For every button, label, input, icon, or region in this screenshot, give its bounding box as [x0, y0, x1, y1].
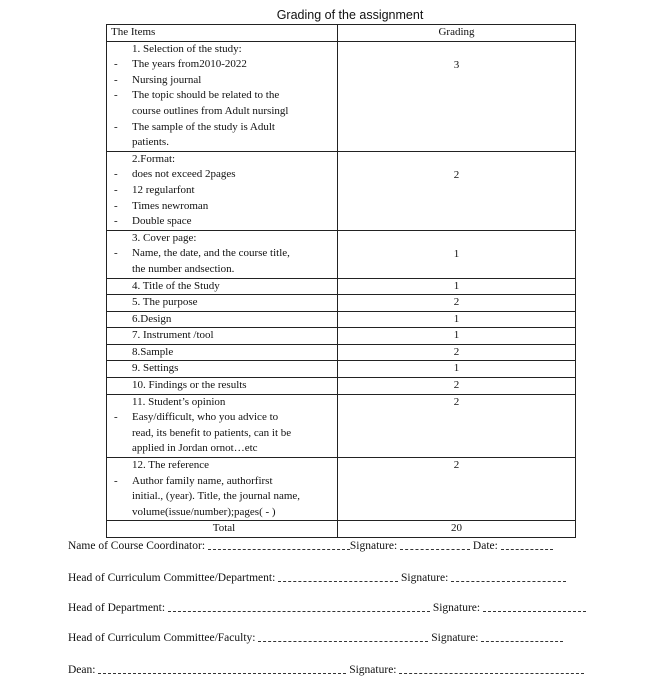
table-row [107, 295, 576, 312]
item-bullet: - Author family name, authorfirst [111, 474, 337, 490]
total-grade: 20 [338, 521, 576, 538]
curriculum-department-label: Head of Curriculum Committee/Department: [68, 572, 276, 584]
curriculum-faculty-label: Head of Curriculum Committee/Faculty: [68, 632, 256, 644]
item-bullet: - The sample of the study is Adult [111, 120, 337, 136]
item-cell [107, 295, 338, 312]
item-bullet: - Times newroman [111, 199, 337, 215]
total-row [107, 521, 576, 538]
item-cell [107, 378, 338, 395]
item-continuation: course outlines from Adult nursingl [132, 104, 289, 117]
table-row [107, 278, 576, 295]
coordinator-label: Name of Course Coordinator: [68, 540, 206, 552]
head-department-name-line[interactable] [168, 605, 430, 612]
item-title: 2.Format: [132, 152, 176, 165]
dean-signature-label: Signature: [349, 664, 397, 676]
item-bullet: - Easy/difficult, who you advice to [111, 410, 337, 426]
table-row [107, 458, 576, 521]
grade-cell: 2 [338, 151, 576, 230]
item-title: 9. Settings [132, 362, 179, 375]
item-cell [107, 458, 338, 521]
item-title: 8.Sample [132, 345, 174, 358]
grade-cell: 1 [338, 311, 576, 328]
item-title: 5. The purpose [132, 296, 198, 309]
item-cell [107, 151, 338, 230]
item-cell [107, 41, 338, 151]
curriculum-faculty-signature-line[interactable] [481, 635, 563, 642]
curriculum-faculty-row [68, 632, 563, 644]
head-department-row [68, 602, 586, 614]
dean-label: Dean: [68, 664, 96, 676]
table-row [107, 394, 576, 457]
grading-table [106, 24, 576, 538]
curriculum-department-signature-line[interactable] [451, 575, 566, 582]
table-row [107, 230, 576, 278]
total-label: Total [107, 521, 338, 538]
grade-cell: 3 [338, 41, 576, 151]
item-continuation: applied in Jordan ornot…etc [132, 442, 258, 455]
items-header: The Items [107, 25, 338, 42]
head-department-label: Head of Department: [68, 602, 166, 614]
grade-cell: 2 [338, 394, 576, 457]
table-row [107, 41, 576, 151]
coordinator-date-line[interactable] [501, 543, 553, 550]
item-title: 11. Student’s opinion [132, 395, 226, 408]
grade-cell: 2 [338, 344, 576, 361]
item-bullet: - The years from2010-2022 [111, 57, 337, 73]
grade-cell: 2 [338, 295, 576, 312]
curriculum-department-name-line[interactable] [278, 575, 398, 582]
item-bullet: - Nursing journal [111, 73, 337, 89]
item-title: 12. The reference [132, 459, 210, 472]
item-bullet: - The topic should be related to the [111, 88, 337, 104]
item-cell [107, 230, 338, 278]
coordinator-row [68, 540, 553, 552]
table-header-row [107, 25, 576, 42]
dean-signature-line[interactable] [399, 667, 584, 674]
head-department-signature-label: Signature: [432, 602, 481, 614]
grade-cell: 1 [338, 278, 576, 295]
grading-header: Grading [338, 25, 576, 42]
item-continuation: patients. [132, 136, 169, 149]
table-row [107, 151, 576, 230]
dean-row [68, 664, 584, 676]
item-cell [107, 278, 338, 295]
item-bullet: - Double space [111, 214, 337, 230]
item-continuation: volume(issue/number);pages( - ) [132, 505, 276, 518]
grade-cell: 1 [338, 230, 576, 278]
table-row [107, 311, 576, 328]
item-continuation: the number andsection. [132, 262, 235, 275]
item-cell [107, 328, 338, 345]
item-cell [107, 361, 338, 378]
item-bullet: - does not exceed 2pages [111, 167, 337, 183]
table-row [107, 328, 576, 345]
curriculum-department-signature-label: Signature: [401, 572, 449, 584]
head-department-signature-line[interactable] [483, 605, 586, 612]
item-title: 1. Selection of the study: [132, 42, 242, 55]
item-continuation: initial., (year). Title, the journal name, [132, 490, 301, 503]
table-row [107, 378, 576, 395]
table-row [107, 361, 576, 378]
coordinator-signature-line[interactable] [400, 543, 470, 550]
item-cell [107, 344, 338, 361]
table-row [107, 344, 576, 361]
page-title: Grading of the assignment [276, 8, 424, 22]
coordinator-signature-label: Signature: [349, 540, 398, 552]
curriculum-department-row [68, 572, 566, 584]
curriculum-faculty-name-line[interactable] [258, 635, 428, 642]
grade-cell: 2 [338, 458, 576, 521]
item-cell [107, 311, 338, 328]
dean-name-line[interactable] [98, 667, 346, 674]
grade-cell: 1 [338, 328, 576, 345]
item-title: 4. Title of the Study [132, 279, 220, 292]
coordinator-date-label: Date: [472, 540, 498, 552]
curriculum-faculty-signature-label: Signature: [431, 632, 479, 644]
item-bullet: - 12 regularfont [111, 183, 337, 199]
grade-cell: 2 [338, 378, 576, 395]
item-cell [107, 394, 338, 457]
item-title: 10. Findings or the results [132, 379, 247, 392]
item-continuation: read, its benefit to patients, can it be [132, 426, 292, 439]
item-title: 6.Design [132, 312, 172, 325]
coordinator-name-line[interactable] [208, 543, 350, 550]
item-bullet: - Name, the date, and the course title, [111, 246, 337, 262]
grade-cell: 1 [338, 361, 576, 378]
item-title: 3. Cover page: [132, 231, 197, 244]
item-title: 7. Instrument /tool [132, 329, 214, 342]
